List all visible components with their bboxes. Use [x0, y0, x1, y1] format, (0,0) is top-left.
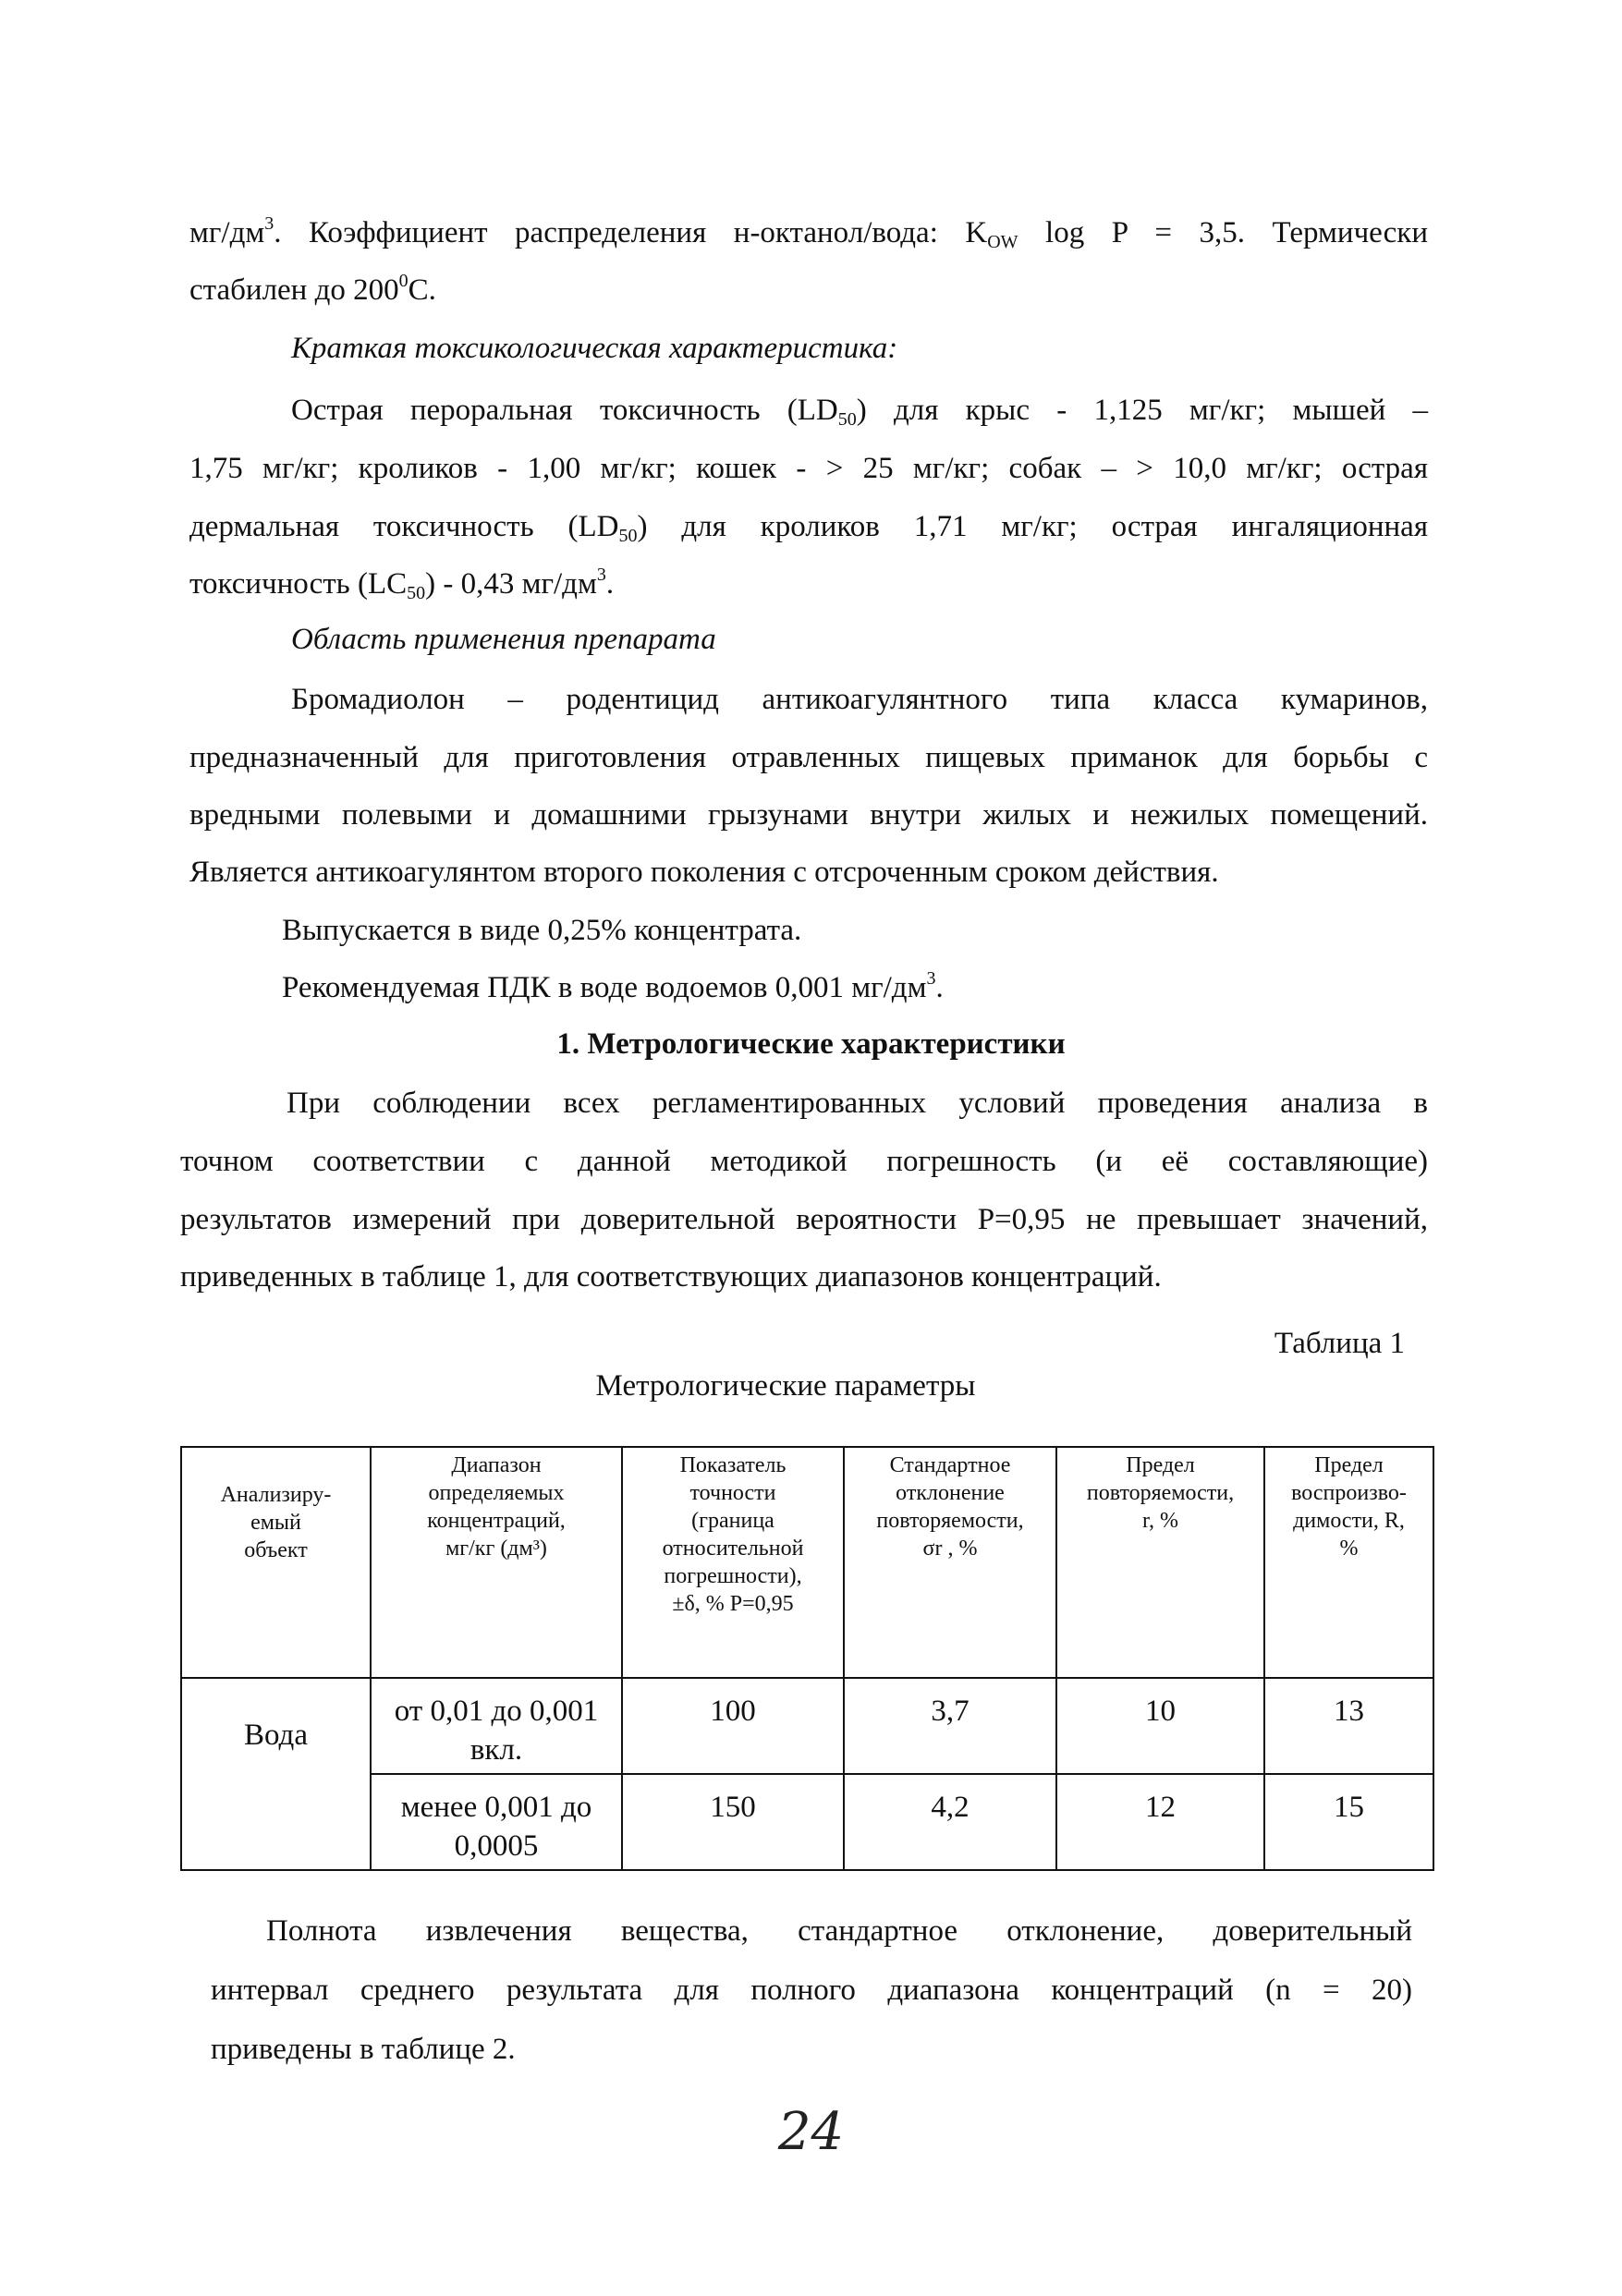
header-repeatability-limit: Предел повторяемости, r, %	[1056, 1447, 1264, 1678]
header-object: Анализиру- емый объект	[181, 1447, 371, 1678]
closing-line-1: Полнота извлечения вещества, стандартное отклонение, доверительный	[266, 1914, 1412, 1948]
cell-accuracy: 100	[622, 1678, 844, 1774]
cell-r: 10	[1056, 1678, 1264, 1774]
metrology-table	[180, 1446, 1434, 1871]
section-1-heading: 1. Метрологические характеристики	[556, 1027, 1066, 1061]
intro-line-2: стабилен до $200^0C$.	[189, 271, 436, 307]
cell-sigma: 3,7	[844, 1678, 1056, 1774]
section-1-line-4: приведенных в таблице 1, для соответствующих диапазонов концентраций.	[180, 1260, 1162, 1294]
application-line-3: вредными полевыми и домашними грызунами внутри жилых и нежилых помещений.	[189, 798, 1428, 832]
application-line-2: предназначенный для приготовления отравленных пищевых приманок для борьбы с	[189, 741, 1428, 774]
section-1-line-1: При соблюдении всех регламентированных условий проведения анализа в	[287, 1087, 1428, 1120]
tox-line-3: дермальная токсичность $(LD_{50})$ для кроликов 1,71 мг/кг; острая ингаляционная	[189, 510, 1429, 546]
application-line-6: Рекомендуемая ПДК в воде водоемов 0,001 $мг/дм^3$.	[282, 968, 944, 1004]
section-1-line-3: результатов измерений при доверительной вероятности P=0,95 не превышает значений,	[180, 1203, 1428, 1236]
tox-line-1: Острая пероральная токсичность $(LD_{50})$ для крыс - 1,125 мг/кг; мышей –	[291, 394, 1428, 430]
table-row	[181, 1678, 1433, 1774]
header-accuracy: Показатель точности (граница относительной погрешности), ±δ, % P=0,95	[622, 1447, 844, 1678]
cell-range: от 0,01 до 0,001 вкл.	[371, 1678, 622, 1774]
closing-line-3: приведены в таблице 2.	[211, 2033, 516, 2066]
application-heading: Область применения препарата	[291, 623, 716, 656]
header-reproducibility-limit: Предел воспроизво- димости, R, %	[1264, 1447, 1433, 1678]
table-label: Таблица 1	[1274, 1327, 1405, 1360]
header-range: Диапазон определяемых концентраций, мг/кг (дм³)	[371, 1447, 622, 1678]
cell-sigma: 4,2	[844, 1774, 1056, 1870]
tox-line-2: 1,75 мг/кг; кроликов - 1,00 мг/кг; кошек - > 25 мг/кг; собак – > 10,0 мг/кг; острая	[189, 452, 1428, 485]
cell-R: 15	[1264, 1774, 1433, 1870]
cell-object: Вода	[181, 1678, 371, 1870]
table-header-row	[181, 1447, 1433, 1678]
application-line-5: Выпускается в виде 0,25% концентрата.	[282, 914, 802, 947]
section-1-line-2: точном соответствии с данной методикой погрешность (и её составляющие)	[180, 1145, 1428, 1178]
table-title: Метрологические параметры	[595, 1369, 976, 1403]
cell-range: менее 0,001 до 0,0005	[371, 1774, 622, 1870]
cell-r: 12	[1056, 1774, 1264, 1870]
page-number: 24	[777, 2102, 845, 2162]
header-sigma: Стандартное отклонение повторяемости, σr , %	[844, 1447, 1056, 1678]
intro-line-1: $мг/дм^3$. Коэффициент распределения н-октанол/вода: $K_{OW}$ log P = 3,5. Термически	[189, 213, 1428, 252]
tox-heading: Краткая токсикологическая характеристика:	[291, 332, 898, 365]
cell-accuracy: 150	[622, 1774, 844, 1870]
closing-line-2: интервал среднего результата для полного диапазона концентраций (n = 20)	[211, 1974, 1412, 2007]
application-line-1: Бромадиолон – родентицид антикоагулянтного типа класса кумаринов,	[291, 683, 1428, 716]
tox-line-4: токсичность $(LC_{50}) - 0,43$ $мг/дм^3$.	[189, 565, 615, 603]
cell-R: 13	[1264, 1678, 1433, 1774]
application-line-4: Является антикоагулянтом второго поколения с отсроченным сроком действия.	[189, 856, 1219, 889]
